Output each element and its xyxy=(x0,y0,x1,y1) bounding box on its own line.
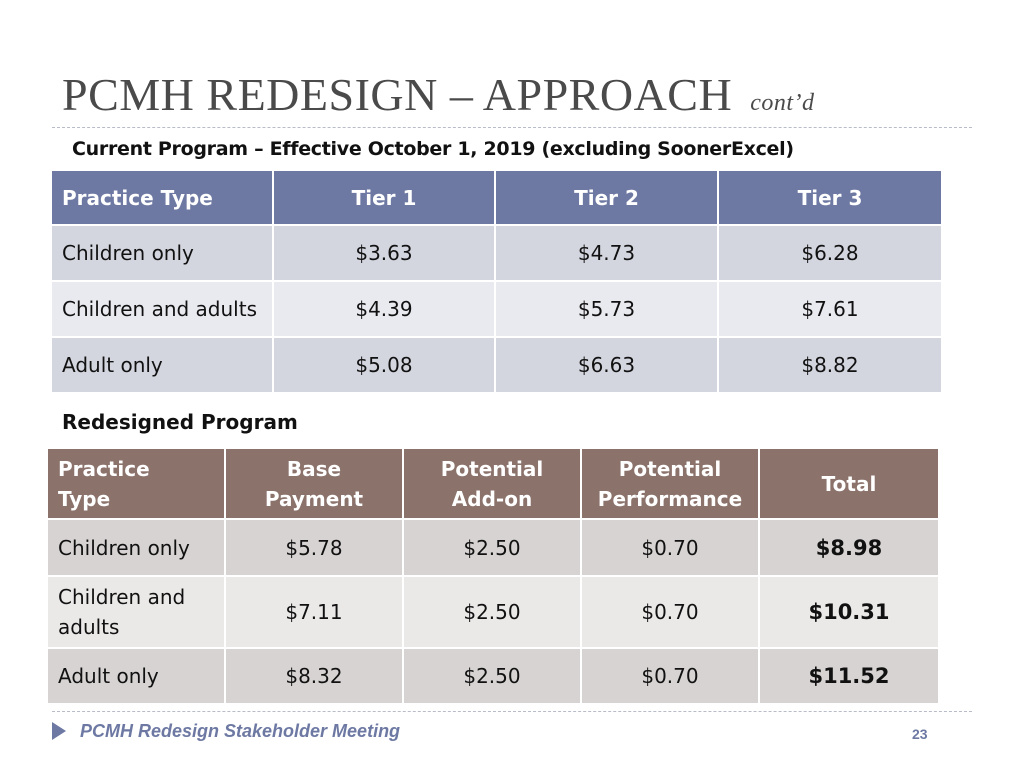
header-line: Potential xyxy=(440,456,544,481)
table-row xyxy=(52,226,941,282)
triangle-bullet-icon xyxy=(52,722,66,740)
page-number: 23 xyxy=(912,726,928,742)
tier-value-cell: $4.73 xyxy=(496,226,719,282)
redesigned-program-heading: Redesigned Program xyxy=(62,410,298,434)
practice-type-cell xyxy=(48,577,226,649)
tier-value-cell: $3.63 xyxy=(274,226,496,282)
title-divider xyxy=(52,127,972,128)
tier-value-cell: $6.28 xyxy=(719,226,941,282)
practice-type-cell: Adult only xyxy=(52,338,274,394)
table-row xyxy=(48,520,938,577)
table-row xyxy=(52,338,941,394)
table-row xyxy=(48,577,938,649)
add-on-cell: $2.50 xyxy=(404,520,582,577)
total-cell: $8.98 xyxy=(760,520,938,577)
tier-value-cell: $4.39 xyxy=(274,282,496,338)
header-line: Practice xyxy=(58,456,150,481)
performance-cell: $0.70 xyxy=(582,520,760,577)
current-program-table xyxy=(52,171,941,394)
header-cell xyxy=(48,449,226,520)
tier-value-cell: $5.73 xyxy=(496,282,719,338)
footer-text: PCMH Redesign Stakeholder Meeting xyxy=(80,721,401,741)
header-line: Performance xyxy=(597,486,743,511)
tier-value-cell: $5.08 xyxy=(274,338,496,394)
slide-title xyxy=(62,68,815,121)
practice-type-cell xyxy=(48,520,226,577)
header-line: Base xyxy=(286,456,342,481)
performance-cell: $0.70 xyxy=(582,649,760,705)
header-line: Payment xyxy=(264,486,364,511)
base-payment-cell: $8.32 xyxy=(226,649,404,705)
header-cell: Practice Type xyxy=(52,171,274,226)
performance-cell: $0.70 xyxy=(582,577,760,649)
redesigned-program-table xyxy=(48,449,938,705)
practice-type-cell: Children and adults xyxy=(52,282,274,338)
header-cell xyxy=(760,449,938,520)
base-payment-cell: $5.78 xyxy=(226,520,404,577)
header-cell xyxy=(226,449,404,520)
header-cell: Tier 2 xyxy=(496,171,719,226)
table-row xyxy=(52,282,941,338)
header-cell: Tier 1 xyxy=(274,171,496,226)
practice-type-cell xyxy=(48,649,226,705)
cell-line: Children and xyxy=(58,585,186,609)
total-cell: $10.31 xyxy=(760,577,938,649)
slide-title-text: PCMH REDESIGN – APPROACH xyxy=(62,69,733,120)
practice-type-cell: Children only xyxy=(52,226,274,282)
header-cell xyxy=(404,449,582,520)
header-line: Total xyxy=(821,471,877,496)
add-on-cell: $2.50 xyxy=(404,649,582,705)
header-line: Add-on xyxy=(451,486,533,511)
tier-value-cell: $6.63 xyxy=(496,338,719,394)
add-on-cell: $2.50 xyxy=(404,577,582,649)
tier-value-cell: $8.82 xyxy=(719,338,941,394)
header-cell: Tier 3 xyxy=(719,171,941,226)
cell-line: Children only xyxy=(58,535,190,560)
cell-line: adults xyxy=(58,615,120,639)
header-line: Type xyxy=(58,486,111,511)
header-cell xyxy=(582,449,760,520)
cell-line: Adult only xyxy=(58,664,159,688)
header-line: Potential xyxy=(618,456,722,481)
table-row xyxy=(48,649,938,705)
base-payment-cell: $7.11 xyxy=(226,577,404,649)
footer-divider xyxy=(52,711,972,712)
table-header-row xyxy=(52,171,941,226)
total-cell: $11.52 xyxy=(760,649,938,705)
current-program-heading: Current Program – Effective October 1, 2019 (excluding SoonerExcel) xyxy=(72,138,794,160)
slide-title-suffix: cont’d xyxy=(750,90,815,116)
tier-value-cell: $7.61 xyxy=(719,282,941,338)
table-header-row xyxy=(48,449,938,520)
